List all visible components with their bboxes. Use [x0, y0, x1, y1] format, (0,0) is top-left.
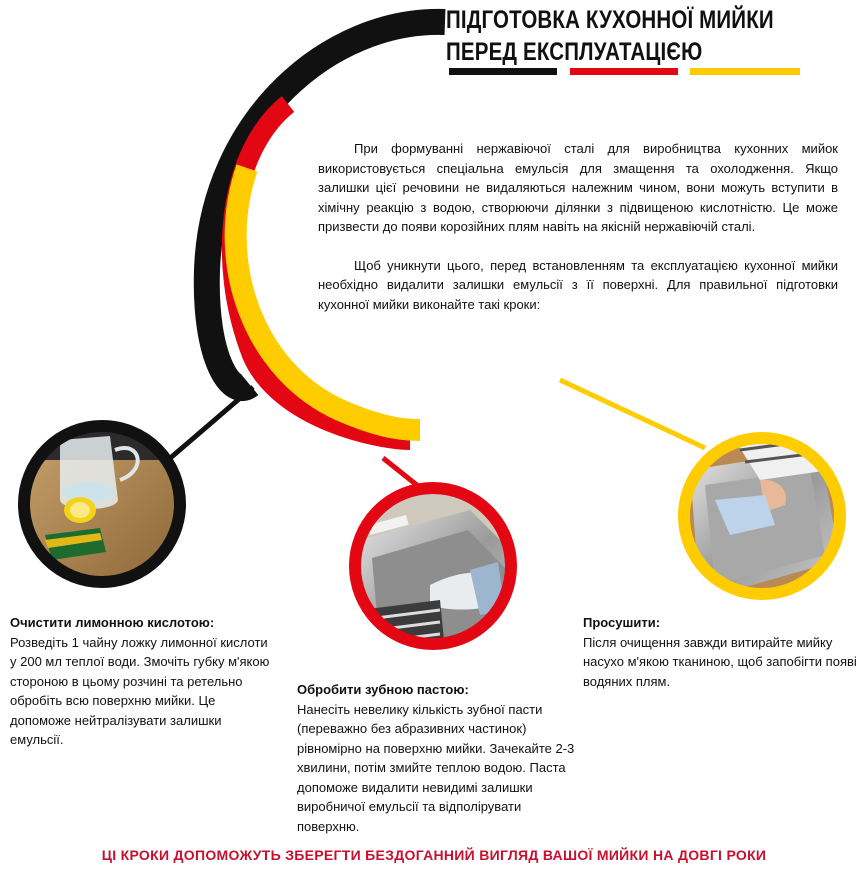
title-line-1: ПІДГОТОВКА КУХОННОЇ МИЙКИ: [446, 6, 774, 34]
step-text: Нанесіть невелику кількість зубної пасти (переважно без абразивних частинок) рівномірно на поверхню мийки. Зачекайте 2-3 хвилини, потім змийте теплою водою. Паста допоможе видалити невидимі залишки виробничої емульсії та відполірувати поверхню.: [297, 701, 575, 834]
intro-paragraph-2: Щоб уникнути цього, перед встановленням та експлуатацією кухонної мийки необхідно видалити залишки емульсії з її поверхні. Для правильної підготовки кухонної мийки виконайте такі кроки:: [318, 257, 838, 312]
intro-paragraph-1: При формуванні нержавіючої сталі для виробництва кухонних мийок використовується спеціальна емульсія для змащення та охолодження. Якщо залишки цієї речовини не видаляються належним чином, вони можуть вступити в хімічну реакцію з водою, створюючи ділянки з підвищеною кислотністю. Це може призвести до появи корозійних плям навіть на якісній нержавіючій сталі.: [318, 141, 838, 234]
step-toothpaste: [297, 680, 582, 836]
page-title: [446, 4, 782, 68]
title-bar-yellow: [690, 68, 800, 75]
step-text: Розведіть 1 чайну ложку лимонної кислоти у 200 мл теплої води. Змочіть губку м'якою стороною в цьому розчині та ретельно обробіть всю поверхню мийки. Це допоможе нейтралізувати залишки емульсії.: [10, 634, 270, 747]
step-heading: Обробити зубною пастою:: [297, 682, 469, 697]
step-heading: Просушити:: [583, 615, 661, 630]
intro-text: [318, 139, 838, 314]
connector-black: [168, 387, 253, 460]
title-line-2: ПЕРЕД ЕКСПЛУАТАЦІЄЮ: [446, 38, 703, 66]
title-bar-red: [570, 68, 678, 75]
step-dry: [583, 613, 858, 691]
title-bar-black: [449, 68, 557, 75]
connector-yellow: [560, 380, 705, 448]
step-text: Після очищення завжди витирайте мийку насухо м'якою тканиною, щоб запобігти появі водяних плям.: [583, 634, 857, 689]
connector-red: [383, 458, 418, 486]
footer-note: ЦІ КРОКИ ДОПОМОЖУТЬ ЗБЕРЕГТИ БЕЗДОГАННИЙ ВИГЛЯД ВАШОЇ МИЙКИ НА ДОВГІ РОКИ: [101, 847, 767, 863]
step-heading: Очистити лимонною кислотою:: [10, 615, 215, 630]
step-lemon-acid: [10, 613, 272, 750]
